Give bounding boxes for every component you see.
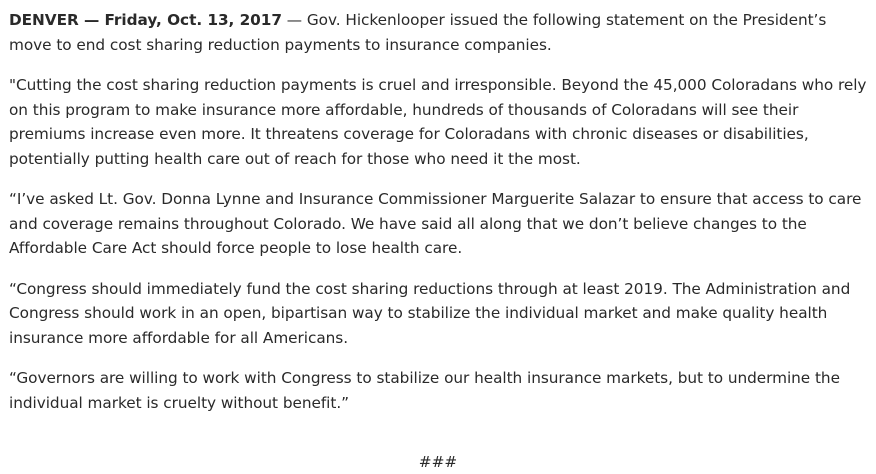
press-release-body — [9, 8, 873, 415]
statement-paragraph-2: “I’ve asked Lt. Gov. Donna Lynne and Insurance Commissioner Marguerite Salazar to ensure that access to care and coverage remains throughout Colorado. We have said all along that we don’t believe changes to the Affordable Care Act should force people to lose health care. — [9, 190, 862, 257]
dateline: DENVER — Friday, Oct. 13, 2017 — [9, 11, 282, 29]
lead-text: — Gov. Hickenlooper issued the following statement on the President’s move to end cost sharing reduction payments to insurance companies. — [9, 11, 827, 54]
statement-paragraph-3: “Congress should immediately fund the cost sharing reductions through at least 2019. The Administration and Congress should work in an open, bipartisan way to stabilize the individual market and make quality health insurance more affordable for all Americans. — [9, 279, 851, 347]
lead-paragraph — [9, 8, 873, 57]
end-mark: ### — [418, 453, 458, 471]
statement-paragraph-4: “Governors are willing to work with Congress to stabilize our health insurance markets, but to undermine the individual market is cruelty without benefit.” — [9, 369, 840, 412]
statement-paragraph-1: "Cutting the cost sharing reduction payments is cruel and irresponsible. Beyond the 45,000 Coloradans who rely on this program to make insurance more affordable, hundreds of thousands of Coloradans will see their premiums increase even more. It threatens coverage for Coloradans with chronic diseases or disabilities, potentially putting health care out of reach for those who need it the most. — [9, 76, 867, 168]
